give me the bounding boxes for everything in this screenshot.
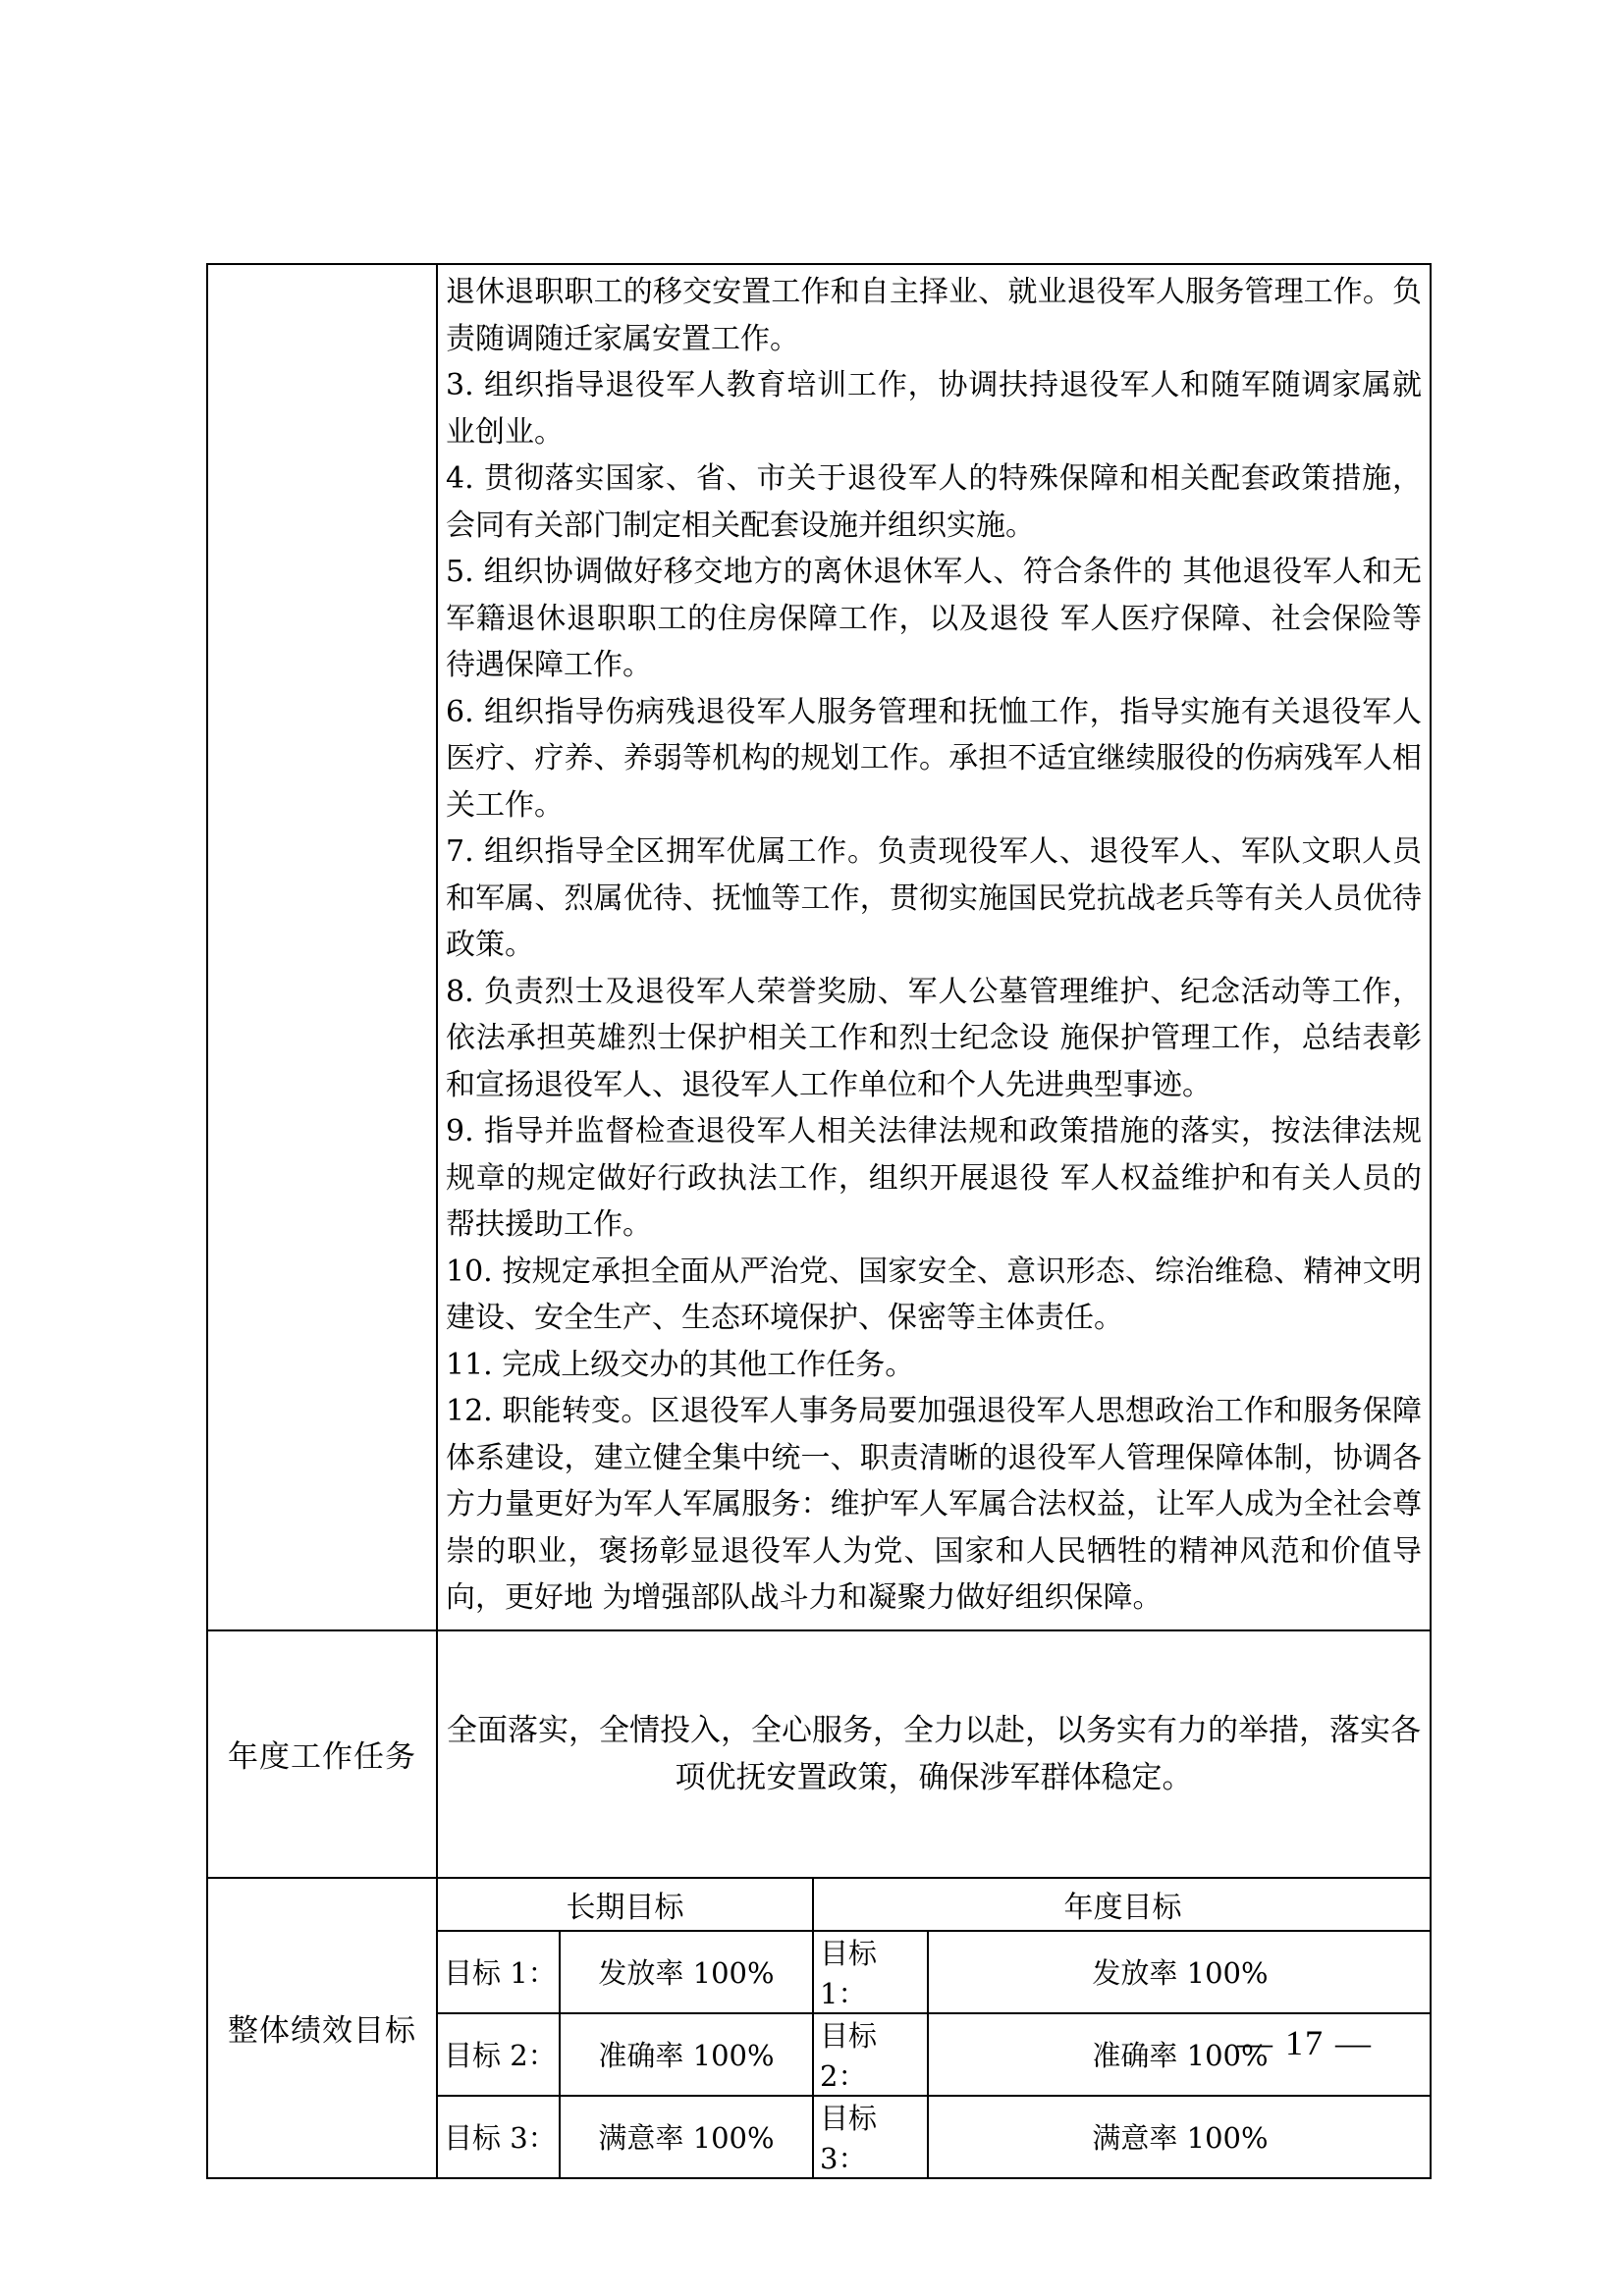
long-goal-value: 满意率 100% [560, 2096, 813, 2177]
duty-item: 3. 组织指导退役军人教育培训工作，协调扶持退役军人和随军随调家属就业创业。 [446, 368, 1422, 450]
annual-goal-value: 准确率 100% [928, 2013, 1432, 2096]
duty-item: 10. 按规定承担全面从严治党、国家安全、意识形态、综治维稳、精神文明建设、安全生产、生态环境保护、保密等主体责任。 [446, 1254, 1422, 1335]
duties-text [438, 265, 1430, 1629]
page-number: — 17 — [1237, 2023, 1373, 2062]
long-goal-value: 准确率 100% [560, 2013, 813, 2096]
duty-item: 6. 组织指导伤病残退役军人服务管理和抚恤工作，指导实施有关退役军人医疗、疗养、养弱等机构的规划工作。承担不适宜继续服役的伤病残军人相关工作。 [446, 694, 1422, 823]
long-goal-label: 目标 2： [438, 2013, 560, 2096]
duties-row [207, 264, 1431, 1630]
duty-item: 5. 组织协调做好移交地方的离休退休军人、符合条件的 其他退役军人和无军籍退休退职职工的住房保障工作，以及退役 军人医疗保障、社会保险等待遇保障工作。 [446, 555, 1422, 682]
duty-item: 8. 负责烈士及退役军人荣誉奖励、军人公墓管理维护、纪念活动等工作，依法承担英雄烈士保护相关工作和烈士纪念设 施保护管理工作，总结表彰和宣扬退役军人、退役军人工作单位和个人先进典型事迹。 [446, 974, 1422, 1102]
duties-label-cell [207, 264, 437, 1630]
annual-header: 年度目标 [813, 1879, 1432, 1931]
duty-item: 7. 组织指导全区拥军优属工作。负责现役军人、退役军人、军队文职人员和军属、烈属优待、抚恤等工作，贯彻实施国民党抗战老兵等有关人员优待政策。 [446, 834, 1422, 962]
annual-task-text: 全面落实，全情投入，全心服务，全力以赴，以务实有力的举措，落实各项优抚安置政策，确保涉军群体稳定。 [447, 1712, 1421, 1795]
duty-item: 9. 指导并监督检查退役军人相关法律法规和政策措施的落实，按法律法规规章的规定做好行政执法工作，组织开展退役 军人权益维护和有关人员的帮扶援助工作。 [446, 1114, 1422, 1242]
annual-goal-value: 发放率 100% [928, 1931, 1432, 2013]
annual-goal-value: 满意率 100% [928, 2096, 1432, 2177]
duty-item: 4. 贯彻落实国家、省、市关于退役军人的特殊保障和相关配套政策措施，会同有关部门制定相关配套设施并组织实施。 [446, 461, 1422, 543]
annual-goal-label: 目标 1： [813, 1931, 928, 2013]
budget-table [206, 263, 1432, 2179]
duty-item: 11. 完成上级交办的其他工作任务。 [446, 1347, 915, 1382]
annual-goal-label: 目标 3： [813, 2096, 928, 2177]
long-goal-label: 目标 1： [438, 1931, 560, 2013]
duties-cell [437, 264, 1431, 1630]
long-goal-value: 发放率 100% [560, 1931, 813, 2013]
annual-goal-label: 目标 2： [813, 2013, 928, 2096]
annual-task-cell [437, 1630, 1431, 1878]
performance-goal-row [438, 2096, 1432, 2177]
performance-header-row [438, 1879, 1432, 1931]
long-goal-label: 目标 3： [438, 2096, 560, 2177]
performance-label: 整体绩效目标 [207, 1878, 437, 2178]
long-term-header: 长期目标 [438, 1879, 813, 1931]
duty-item: 退休退职职工的移交安置工作和自主择业、就业退役军人服务管理工作。负责随调随迁家属安置工作。 [446, 275, 1422, 356]
duty-item: 12. 职能转变。区退役军人事务局要加强退役军人思想政治工作和服务保障体系建设，建立健全集中统一、职责清晰的退役军人管理保障体制，协调各方力量更好为军人军属服务：维护军人军属合法权益，让军人成为全社会尊崇的职业，褒扬彰显退役军人为党、国家和人民牺牲的精神风范和价值导向，更好地 为增强部队战斗力和凝聚力做好组织保障。 [446, 1394, 1422, 1615]
annual-task-row [207, 1630, 1431, 1878]
annual-task-label: 年度工作任务 [207, 1630, 437, 1878]
performance-goal-row [438, 1931, 1432, 2013]
